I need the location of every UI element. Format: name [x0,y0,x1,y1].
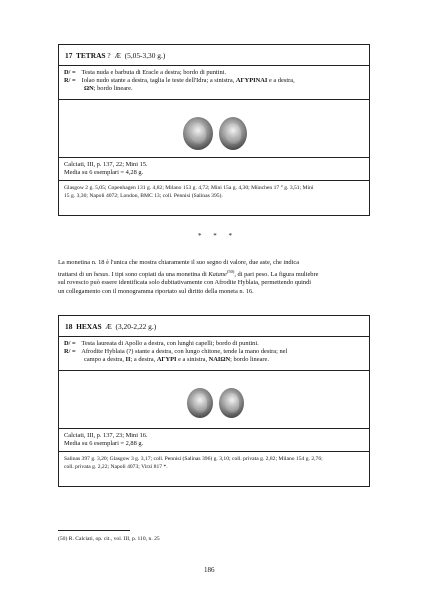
specimen-list: Salinas 397 g. 3,20; Glasgow 3 g. 3,17; coll. Pennisi (Salinas 396) g. 3,10; coll. privata g. 2,82; Milano 154 g. 2,76; coll. privata g. 2,22; Napoli 4073; Virzì 817 *. [64,456,323,470]
reference-line: Calciati, III, p. 137, 23; Mini 16. [64,432,148,439]
denomination: HEXAS [76,322,102,331]
obverse-text: Testa nuda e barbuta di Eracle a destra; bordo di puntini. [81,69,227,76]
entry-number: 18 [65,322,73,331]
metal: Æ [105,322,112,331]
metal: Æ [114,51,121,60]
weight-range: (5,05-3,30 g.) [124,51,166,60]
coin-reverse-image [219,117,247,150]
page-number: 186 [204,566,215,574]
footnote-divider [58,530,130,531]
section-separator: * * * [198,232,237,240]
coin-entry-17 [58,44,370,216]
coin-entry-18 [58,315,370,487]
footnote: (50) R. Calciati, op. cit., vol. III, p. 110, n. 25 [58,536,160,542]
entry-header [65,51,165,60]
coin-obverse-image [187,388,213,418]
reverse-text: Iolao nudo stante a destra, taglia le teste dell'Idra; a sinistra, [81,77,235,85]
specimen-list: Glasgow 2 g. 5,05; Copenhagen 131 g. 4,82; Milano 153 g. 4,72; Mini 15a g. 4,30; München 17 ° g. 3,51; Mini 15 g. 3,30; Napoli 4072; London, BMC 13; coll. Pennisi (Salinas 395). [64,185,314,199]
entry-number: 17 [65,51,73,60]
reference-block [64,432,148,448]
body-paragraph: La monetina n. 18 è l'unica che mostra chiaramente il suo segno di valore, due aste, che indica trattarsi di un hexas. I tipi sono copiati da una monetina di Katane$^{(50)}$, di pari peso. La figura muliebre sul rovescio può essere identificata solo dubitativamente con Afrodite Hyblaia, permettendo quindi un collegamento con il monogramma riportato sul diritto della moneta n. 16. [58,259,319,295]
reverse-text: Afrodite Hyblaia (?) stante a destra, con lungo chitone, tende la mano destra; nel [81,348,288,356]
average-weight: Media su 6 esemplari = 2,88 g. [64,440,144,448]
reference-line: Calciati, III, p. 137, 22; Mini 15. [64,161,148,168]
coin-obverse-image [183,117,213,150]
coin-reverse-image [219,388,244,418]
entry-header [65,322,156,331]
obverse-text: Testa laureata di Apollo a destra, con lunghi capelli; bordo di puntini. [81,340,259,347]
footnote-ref[interactable]: (50) [226,268,235,274]
reference-block [64,161,148,177]
denomination: TETRAS [75,51,106,60]
uncertain-mark: ? [107,51,111,60]
description: D/ = Testa laureata di Apollo a destra, con lunghi capelli; bordo di puntini. R/ = Afrodite Hyblaia (?) stante a destra, con lungo chitone, tende la mano destra; nel campo a destra, II; a destra, ΑΓΥΡΙ e a sinistra, ΝΑΙΩΝ; bordo lineare. [64,340,288,364]
description: D/ = Testa nuda e barbuta di Eracle a destra; bordo di puntini. R/ = Iolao nudo stante a destra, taglia le teste dell'Idra; a sinistra, ΑΓΥΡΙΝΑΙ e a destra, ΩΝ; bordo lineare. [64,69,295,93]
weight-range: (3,20-2,22 g.) [115,322,157,331]
average-weight: Media su 6 esemplari = 4,28 g. [64,169,144,177]
